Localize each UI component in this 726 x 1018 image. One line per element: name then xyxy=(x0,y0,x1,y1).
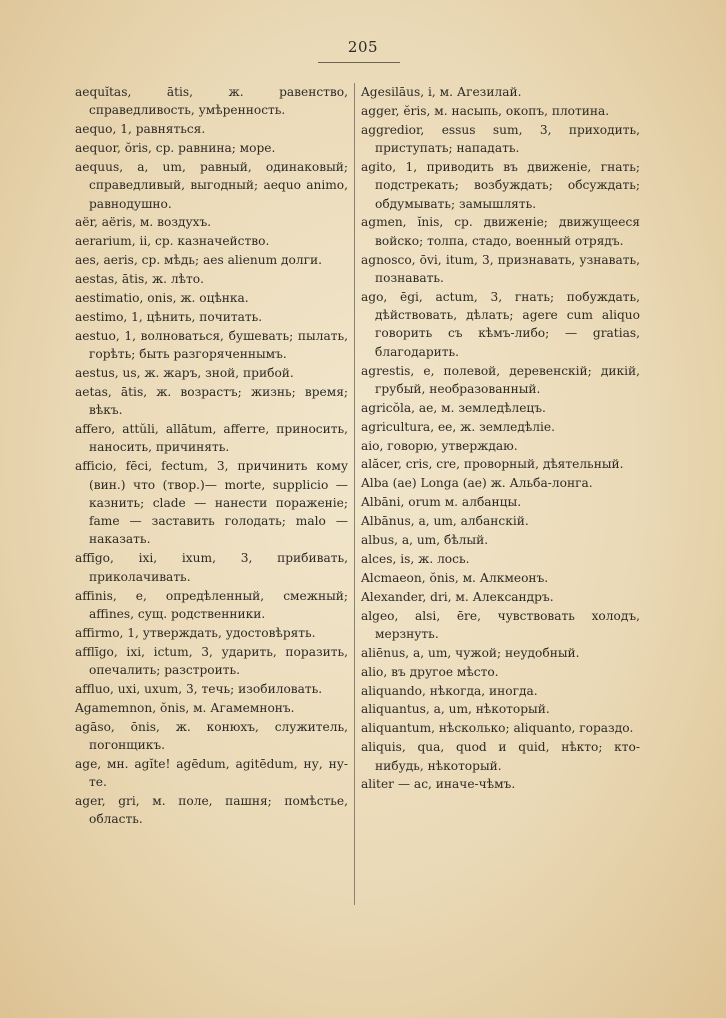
dictionary-entry: ager, gri, м. поле, пашня; помѣстье, область. xyxy=(75,793,348,827)
right-column xyxy=(361,83,640,794)
dictionary-entry: alces, is, ж. лось. xyxy=(361,551,470,566)
dictionary-entry: aggredior, essus sum, 3, приходить, приступать; нападать. xyxy=(361,122,640,156)
dictionary-entry: aestas, ātis, ж. лѣто. xyxy=(75,272,204,287)
dictionary-entry: aliquantus, a, um, нѣкоторый. xyxy=(361,702,550,717)
header-rule xyxy=(318,62,400,63)
column-divider xyxy=(354,83,355,905)
dictionary-entry: Alexander, dri, м. Александръ. xyxy=(361,589,554,604)
dictionary-entry: agmen, ĭnis, ср. движеніе; движущееся войско; толпа, стадо, военный отрядъ. xyxy=(361,215,640,248)
dictionary-entry: aes, aeris, ср. мѣдь; aes alienum долги. xyxy=(75,253,322,268)
dictionary-entry: agricŏla, ae, м. земледѣлецъ. xyxy=(361,400,546,415)
dictionary-entry: aerarium, ii, ср. казначейство. xyxy=(75,234,270,249)
dictionary-entry: Alcmaeon, ŏnis, м. Алкмеонъ. xyxy=(361,570,549,585)
dictionary-entry: alăcer, cris, cre, проворный, дѣятельный. xyxy=(361,457,624,472)
dictionary-entry: aequus, a, um, равный, одинаковый; справедливый, выгодный; aequo animo, равнодушно. xyxy=(75,159,348,211)
dictionary-entry: affluo, uxi, uxum, 3, течь; изобиловать. xyxy=(75,681,323,696)
dictionary-entry: aetas, ātis, ж. возрастъ; жизнь; время; вѣкъ. xyxy=(75,384,348,418)
dictionary-entry: agāso, ōnis, ж. конюхъ, служитель, погонщикъ. xyxy=(75,719,348,752)
dictionary-entry: aestus, us, ж. жаръ, зной, прибой. xyxy=(75,365,294,380)
dictionary-entry: aliquantum, нѣсколько; aliquanto, гораздо. xyxy=(361,721,634,736)
dictionary-entry: aliter — ac, иначе-чѣмъ. xyxy=(361,777,516,792)
dictionary-entry: agger, ĕris, м. насыпь, окопъ, плотина. xyxy=(361,103,610,118)
dictionary-entry: algeo, alsi, ēre, чувствовать холодъ, мерзнуть. xyxy=(361,608,640,641)
dictionary-entry: afficio, fēci, fectum, 3, причинить кому (вин.) что (твор.)— morte, supplicio — казнить; clade — нанести пораженіе; fame — заставить голодать; malo — наказать. xyxy=(75,459,348,547)
dictionary-entry: affīgo, ixi, ixum, 3, прибивать, приколачивать. xyxy=(75,551,348,584)
dictionary-entry: afflīgo, ixi, ictum, 3, ударить, поразить, опечалить; разстроить. xyxy=(75,644,348,677)
dictionary-entry: agricultura, ee, ж. земледѣліе. xyxy=(361,419,555,434)
dictionary-entry: ago, ēgi, actum, 3, гнать; побуждать, дѣйствовать, дѣлать; agere cum aliquo говорить съ кѣмъ-либо; — gratias, благодарить. xyxy=(361,289,640,359)
page-number: 205 xyxy=(347,38,379,56)
dictionary-entry: alio, въ другое мѣсто. xyxy=(361,664,499,679)
dictionary-entry: agito, 1, приводить въ движеніе, гнать; подстрекать; возбуждать; обсуждать; обдумывать; замышлять. xyxy=(361,159,640,211)
dictionary-entry: agnosco, ōvi, itum, 3, признавать, узнавать, познавать. xyxy=(361,252,640,285)
dictionary-entry: aestimatio, onis, ж. оцѣнка. xyxy=(75,291,249,306)
dictionary-entry: aequor, ŏris, ср. равнина; море. xyxy=(75,141,276,156)
dictionary-entry: aequo, 1, равняться. xyxy=(75,122,206,137)
dictionary-entry: Alba (ae) Longa (ae) ж. Альба-лонга. xyxy=(361,476,593,491)
dictionary-entry: aestuo, 1, волноваться, бушевать; пылать, горѣть; быть разгоряченнымъ. xyxy=(75,328,348,362)
dictionary-entry: affinis, e, опредѣленный, смежный; affines, сущ. родственники. xyxy=(75,588,348,621)
dictionary-entry: agrestis, e, полевой, деревенскій; дикій, грубый, необразованный. xyxy=(361,363,640,396)
dictionary-entry: affirmo, 1, утверждать, удостовѣрять. xyxy=(75,625,316,640)
dictionary-entry: age, мн. agĭte! agēdum, agitēdum, ну, ну-те. xyxy=(75,756,348,790)
dictionary-entry: Albāni, orum м. албанцы. xyxy=(361,495,522,510)
dictionary-entry: albus, a, um, бѣлый. xyxy=(361,533,489,548)
dictionary-entry: aio, говорю, утверждаю. xyxy=(361,438,518,453)
dictionary-entry: Agesilāus, i, м. Агезилай. xyxy=(361,85,522,99)
dictionary-entry: aliquis, qua, quod и quid, нѣкто; кто-нибудь, нѣкоторый. xyxy=(361,740,640,773)
left-column xyxy=(75,83,348,829)
dictionary-entry: Albānus, a, um, албанскій. xyxy=(361,514,529,529)
dictionary-entry: aequĭtas, ātis, ж. равенство, справедливость, умѣренность. xyxy=(75,85,348,118)
dictionary-entry: aër, aëris, м. воздухъ. xyxy=(75,215,212,230)
dictionary-entry: aliēnus, a, um, чужой; неудобный. xyxy=(361,645,580,660)
dictionary-entry: affero, attŭli, allātum, afferre, приносить, наносить, причинять. xyxy=(75,422,348,455)
dictionary-entry: Agamemnon, ŏnis, м. Агамемнонъ. xyxy=(75,700,295,715)
dictionary-entry: aestimo, 1, цѣнить, почитать. xyxy=(75,309,263,324)
dictionary-entry: aliquando, нѣкогда, иногда. xyxy=(361,683,538,698)
